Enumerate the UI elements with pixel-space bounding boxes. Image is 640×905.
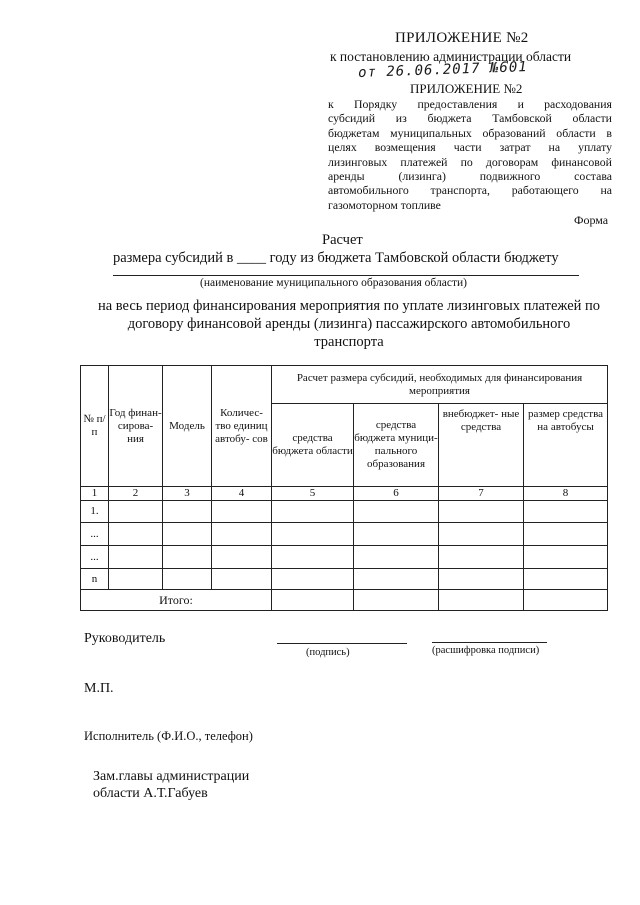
col-number: 6	[354, 487, 439, 501]
order-line: аренды (лизинга) подвижного состава	[328, 169, 612, 184]
deputy-name: области А.Т.Габуев	[93, 786, 208, 801]
order-reference-text	[328, 97, 612, 212]
municipality-caption: (наименование муниципального образования области)	[200, 277, 467, 289]
col-number: 1	[81, 487, 109, 501]
header-group-calc: Расчет размера субсидий, необходимых для финансирования мероприятия	[272, 366, 608, 404]
header-bus-count: Количес- тво единиц автобу- сов	[212, 366, 272, 487]
table-cell	[272, 569, 354, 590]
order-line: субсидий из бюджета Тамбовской области	[328, 111, 612, 126]
col-number: 5	[272, 487, 354, 501]
period-description	[84, 297, 614, 351]
appendix-title: ПРИЛОЖЕНИЕ №2	[395, 30, 529, 46]
table-cell	[109, 501, 163, 523]
stamp-label: М.П.	[84, 681, 114, 696]
signature-caption: (подпись)	[306, 647, 350, 658]
table-row	[81, 569, 608, 590]
table-cell	[272, 546, 354, 569]
order-line: лизинговых платежей по договорам финансовой	[328, 154, 612, 169]
table-row	[81, 546, 608, 569]
decode-line	[432, 642, 547, 643]
table-cell	[524, 569, 608, 590]
order-line: газомоторном топливе	[328, 197, 441, 212]
total-label: Итого:	[81, 590, 272, 611]
col-number: 3	[163, 487, 212, 501]
decode-caption: (расшифровка подписи)	[432, 645, 540, 656]
table-row-total	[81, 590, 608, 611]
header-municipal-budget: средства бюджета муници- пального образования	[354, 404, 439, 487]
table-cell	[272, 523, 354, 546]
header-regional-budget: средства бюджета области	[272, 404, 354, 487]
appendix-to-resolution: к постановлению администрации области	[330, 49, 572, 64]
order-line: к Порядку предоставления и расходования	[328, 97, 612, 111]
table-cell	[524, 523, 608, 546]
col-number: 2	[109, 487, 163, 501]
order-line: целях возмещения части затрат на уплату	[328, 140, 612, 155]
table-cell	[272, 501, 354, 523]
table-cell	[524, 590, 608, 611]
table-cell	[109, 569, 163, 590]
table-cell	[212, 546, 272, 569]
header-number: № п/п	[81, 366, 109, 487]
period-line: договору финансовой аренды (лизинга) пассажирского автомобильного	[127, 316, 571, 332]
signature-line	[277, 643, 407, 644]
table-cell	[354, 569, 439, 590]
table-cell	[439, 590, 524, 611]
table-cell	[212, 569, 272, 590]
calc-subtitle: размера субсидий в ____ году из бюджета Тамбовской области бюджету	[113, 250, 559, 266]
table-cell	[354, 523, 439, 546]
period-line: на весь период финансирования мероприятия по уплате лизинговых платежей по	[97, 298, 601, 314]
table-cell	[439, 546, 524, 569]
handwritten-date-number: от 26.06.2017 №601	[357, 59, 528, 81]
table-cell	[524, 501, 608, 523]
appendix2-title: ПРИЛОЖЕНИЕ №2	[410, 81, 523, 96]
col-number: 4	[212, 487, 272, 501]
row-label: n	[81, 569, 109, 590]
calc-title: Расчет	[322, 232, 363, 248]
row-label: 1.	[81, 501, 109, 523]
table-cell	[163, 501, 212, 523]
col-number: 7	[439, 487, 524, 501]
municipality-underline	[113, 275, 579, 276]
row-label: ...	[81, 523, 109, 546]
table-cell	[163, 546, 212, 569]
table-cell	[163, 569, 212, 590]
table-cell	[212, 523, 272, 546]
table-cell	[212, 501, 272, 523]
order-line: автомобильного транспорта, работающего на	[328, 183, 612, 198]
table-cell	[524, 546, 608, 569]
header-extrabudgetary: внебюджет- ные средства	[439, 404, 524, 487]
header-model: Модель	[163, 366, 212, 487]
table-cell	[439, 523, 524, 546]
executor-label: Исполнитель (Ф.И.О., телефон)	[84, 729, 253, 743]
form-label: Форма	[574, 213, 609, 227]
header-year: Год финан- сирова- ния	[109, 366, 163, 487]
subsidy-calc-table	[80, 365, 608, 611]
table-cell	[354, 590, 439, 611]
table-row	[81, 501, 608, 523]
deputy-position: Зам.главы администрации	[93, 769, 250, 784]
table-cell	[109, 523, 163, 546]
row-label: ...	[81, 546, 109, 569]
table-cell	[439, 501, 524, 523]
table-cell	[272, 590, 354, 611]
order-line: бюджетам муниципальных образований области в	[328, 125, 612, 140]
table-cell	[354, 501, 439, 523]
table-cell	[163, 523, 212, 546]
table-row	[81, 523, 608, 546]
head-label: Руководитель	[84, 631, 166, 646]
header-bus-amount: размер средства на автобусы	[524, 404, 608, 487]
table-cell	[109, 546, 163, 569]
period-line: транспорта	[314, 334, 384, 350]
col-number: 8	[524, 487, 608, 501]
table-cell	[354, 546, 439, 569]
table-cell	[439, 569, 524, 590]
